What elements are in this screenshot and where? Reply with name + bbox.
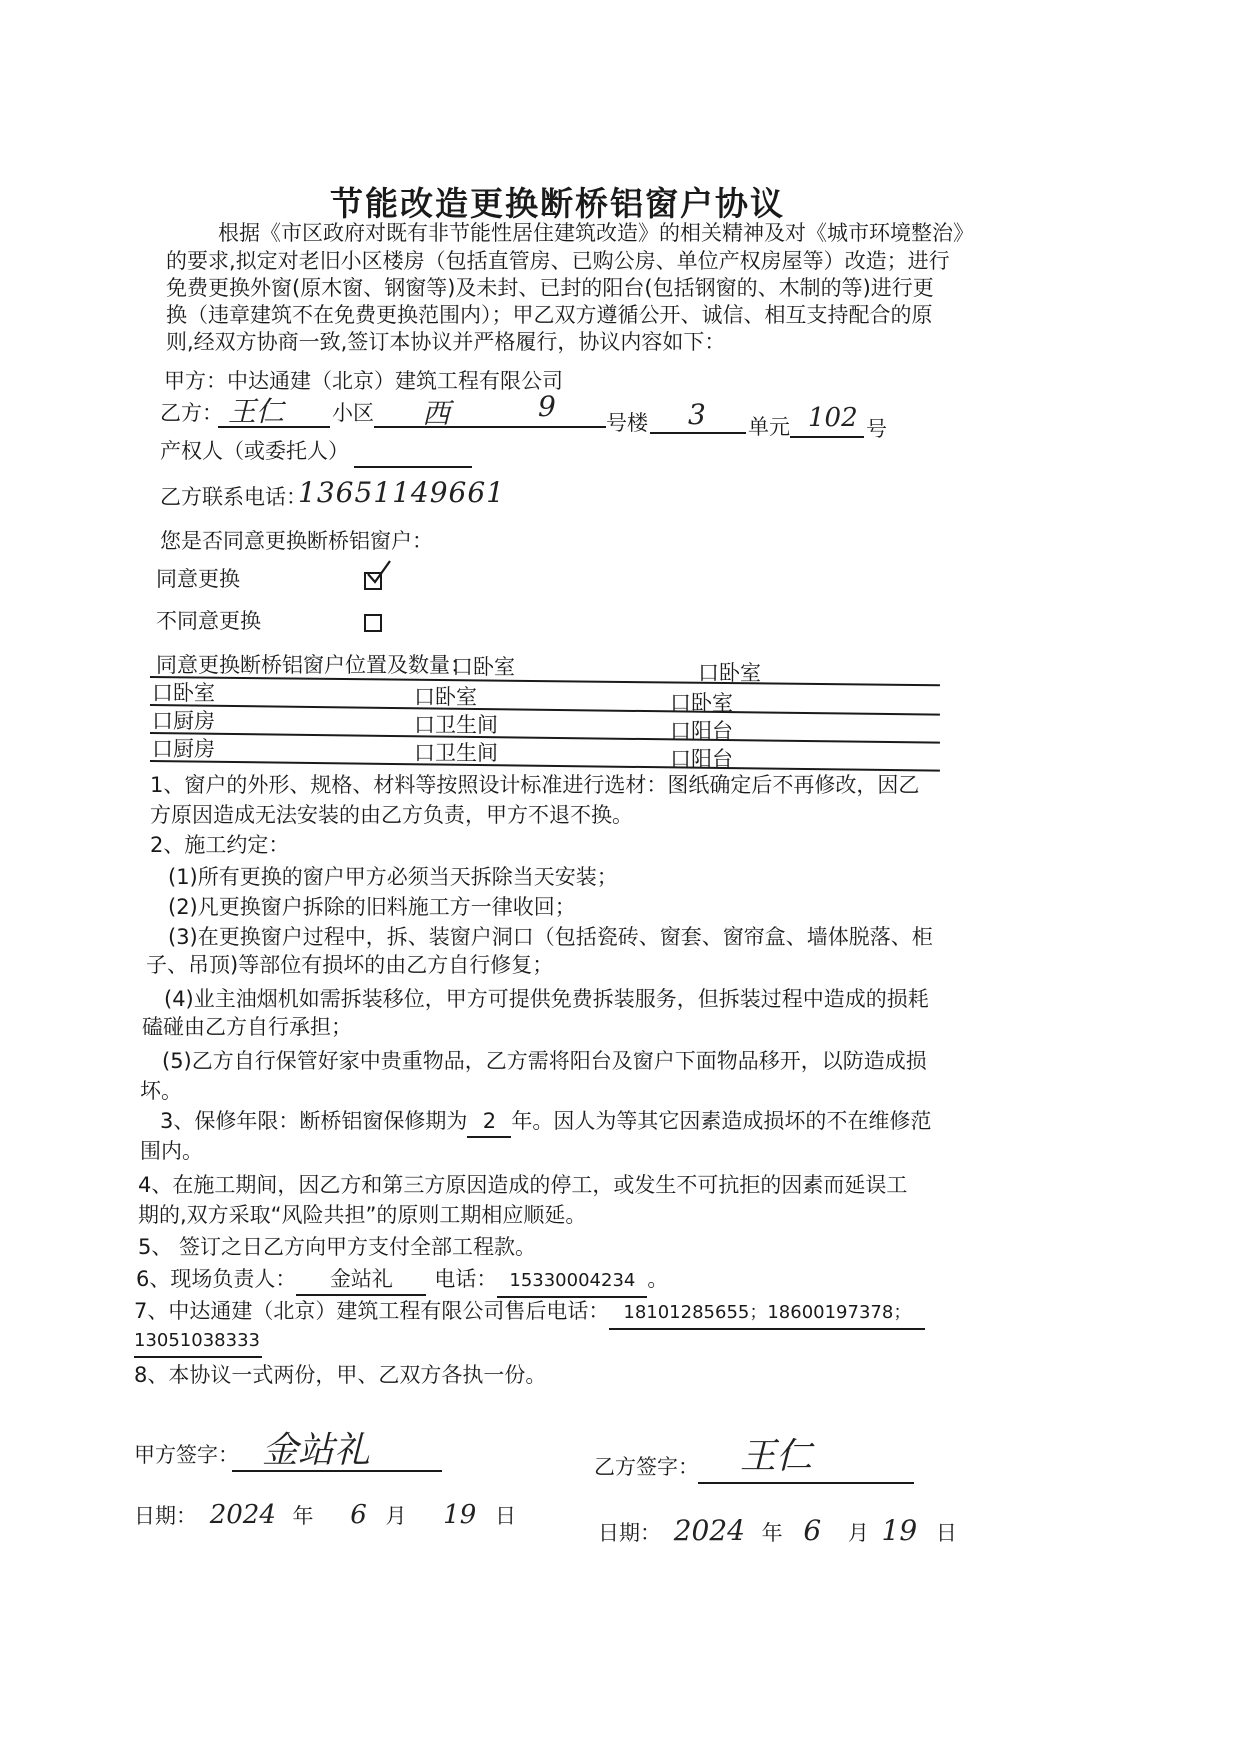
room-r0-c2: 口卧室 bbox=[698, 661, 761, 685]
xiaoqu-field bbox=[374, 398, 606, 428]
room-r1-c2: 口卧室 bbox=[670, 691, 733, 715]
signature-a-handwriting: 金站礼 bbox=[262, 1430, 371, 1471]
date-a-day-label: 日 bbox=[494, 1504, 516, 1528]
date-a-month-label: 月 bbox=[385, 1504, 407, 1528]
room-r2-c2: 口阳台 bbox=[670, 719, 733, 743]
building-handwriting: 9 bbox=[538, 390, 556, 423]
unit-handwriting: 3 bbox=[688, 398, 706, 431]
clause-2-5-line-2: 坏。 bbox=[140, 1079, 182, 1103]
date-b-month-label: 月 bbox=[847, 1521, 869, 1545]
date-a-year-label: 年 bbox=[292, 1504, 314, 1528]
warranty-years: 2 bbox=[467, 1106, 511, 1138]
date-a bbox=[134, 1500, 516, 1531]
date-a-year: 2024 bbox=[209, 1500, 276, 1530]
room-label: 号 bbox=[866, 417, 887, 441]
party-a: 甲方：中达通建（北京）建筑工程有限公司 bbox=[164, 369, 563, 393]
room-r2-c0: 口厨房 bbox=[152, 709, 215, 733]
owner-field bbox=[354, 438, 472, 468]
date-b-year-label: 年 bbox=[761, 1521, 783, 1545]
site-manager-phone: 15330004234 bbox=[497, 1266, 647, 1298]
site-phone-label: 电话： bbox=[434, 1267, 498, 1291]
intro-line-1: 根据《市区政府对既有非节能性居住建筑改造》的相关精神及对《城市环境整治》 bbox=[218, 221, 974, 245]
building-label: 号楼 bbox=[606, 411, 648, 435]
date-b-month: 6 bbox=[803, 1514, 822, 1547]
clause-6 bbox=[136, 1264, 668, 1298]
clause-2-2: (2)凡更换窗户拆除的旧料施工方一律收回； bbox=[168, 895, 576, 919]
clause-2-3-line-1: (3)在更换窗户过程中，拆、装窗户洞口（包括瓷砖、窗套、窗帘盒、墙体脱落、柜 bbox=[168, 925, 933, 949]
room-r3-c0: 口厨房 bbox=[152, 737, 215, 761]
date-a-day: 19 bbox=[443, 1500, 477, 1530]
party-b-name-handwriting: 王仁 bbox=[228, 395, 285, 428]
unit-label: 单元 bbox=[748, 415, 790, 439]
intro-line-5: 则,经双方协商一致,签订本协议并严格履行，协议内容如下： bbox=[166, 330, 726, 354]
xiaoqu-label: 小区 bbox=[332, 401, 374, 425]
phone-handwriting: 13651149661 bbox=[298, 476, 505, 509]
clause-8: 8、本协议一式两份，甲、乙双方各执一份。 bbox=[134, 1363, 547, 1387]
clause-2-5-line-1: (5)乙方自行保管好家中贵重物品，乙方需将阳台及窗户下面物品移开，以防造成损 bbox=[162, 1049, 927, 1073]
intro-line-2: 的要求,拟定对老旧小区楼房（包括直管房、已购公房、单位产权房屋等）改造；进行 bbox=[166, 249, 950, 273]
after-sales-phone-3: 13051038333 bbox=[134, 1326, 262, 1358]
clause-5: 5、 签订之日乙方向甲方支付全部工程款。 bbox=[138, 1235, 537, 1259]
clause-7-prefix: 7、中达通建（北京）建筑工程有限公司售后电话： bbox=[134, 1299, 610, 1323]
signature-b-label: 乙方签字： bbox=[594, 1455, 699, 1479]
clause-1-line-2: 方原因造成无法安装的由乙方负责，甲方不退不换。 bbox=[150, 803, 633, 827]
room-r1-c0: 口卧室 bbox=[152, 681, 215, 705]
date-b-year: 2024 bbox=[673, 1514, 745, 1547]
owner-label: 产权人（或委托人） bbox=[160, 439, 349, 463]
clause-2-3-line-2: 子、吊顶)等部位有损坏的由乙方自行修复； bbox=[146, 953, 554, 977]
disagree-option-label: 不同意更换 bbox=[156, 609, 261, 633]
clause-4-line-1: 4、在施工期间，因乙方和第三方原因造成的停工，或发生不可抗拒的因素而延误工 bbox=[138, 1173, 908, 1197]
clause-1-line-1: 1、窗户的外形、规格、材料等按照设计标准进行选材：图纸确定后不再修改，因乙 bbox=[150, 773, 920, 797]
date-a-month: 6 bbox=[350, 1500, 367, 1530]
clause-3-line-2: 围内。 bbox=[140, 1139, 203, 1163]
signature-a-label: 甲方签字： bbox=[134, 1443, 239, 1467]
xiaoqu-handwriting: 西 bbox=[422, 397, 451, 430]
rooms-label: 同意更换断桥铝窗户位置及数量： bbox=[156, 653, 471, 677]
intro-line-3: 免费更换外窗(原木窗、钢窗等)及未封、已封的阳台(包括钢窗的、木制的等)进行更 bbox=[166, 276, 934, 300]
signature-b-handwriting: 王仁 bbox=[740, 1436, 813, 1477]
clause-3-line-1 bbox=[160, 1106, 931, 1138]
clause-4-line-2: 期的,双方采取“风险共担”的原则工期相应顺延。 bbox=[138, 1203, 587, 1227]
phone-label: 乙方联系电话： bbox=[160, 485, 307, 509]
after-sales-phones: 18101285655；18600197378； bbox=[609, 1298, 925, 1330]
date-b-day-label: 日 bbox=[935, 1521, 957, 1545]
clause-6-end: 。 bbox=[647, 1267, 669, 1291]
room-r3-c1: 口卫生间 bbox=[414, 741, 498, 765]
party-b-label: 乙方： bbox=[160, 401, 223, 425]
clause-2: 2、施工约定： bbox=[150, 833, 290, 857]
table-rule-2 bbox=[150, 704, 940, 716]
room-r2-c1: 口卫生间 bbox=[414, 713, 498, 737]
date-a-label: 日期： bbox=[134, 1504, 197, 1528]
intro-line-4: 换（违章建筑不在免费更换范围内）；甲乙双方遵循公开、诚信、相互支持配合的原 bbox=[166, 303, 933, 327]
disagree-checkbox[interactable] bbox=[364, 614, 382, 632]
document-title: 节能改造更换断桥铝窗户协议 bbox=[330, 184, 785, 223]
room-handwriting: 102 bbox=[808, 403, 858, 433]
room-r3-c2: 口阳台 bbox=[670, 747, 733, 771]
date-b bbox=[598, 1516, 957, 1548]
date-b-label: 日期： bbox=[598, 1521, 661, 1545]
table-rule-3 bbox=[150, 732, 940, 744]
date-b-day: 19 bbox=[881, 1514, 918, 1547]
agree-option-label: 同意更换 bbox=[156, 567, 240, 591]
clause-3-prefix: 3、保修年限：断桥铝窗保修期为 bbox=[160, 1109, 468, 1133]
clause-2-1: (1)所有更换的窗户甲方必须当天拆除当天安装； bbox=[168, 865, 618, 889]
checkmark-icon bbox=[364, 558, 394, 588]
clause-6-prefix: 6、现场负责人： bbox=[136, 1267, 297, 1291]
agree-question: 您是否同意更换断桥铝窗户： bbox=[160, 529, 433, 553]
clause-2-4-line-2: 磕碰由乙方自行承担； bbox=[142, 1015, 352, 1039]
clause-3-suffix: 年。因人为等其它因素造成损坏的不在维修范 bbox=[511, 1109, 932, 1133]
room-r1-c1: 口卧室 bbox=[414, 685, 477, 709]
clause-7 bbox=[134, 1296, 925, 1330]
room-r0-c0: 口卧室 bbox=[452, 655, 515, 679]
clause-2-4-line-1: (4)业主油烟机如需拆装移位，甲方可提供免费拆装服务，但拆装过程中造成的损耗 bbox=[164, 987, 929, 1011]
table-rule-1 bbox=[150, 676, 940, 686]
site-manager-name: 金站礼 bbox=[296, 1264, 426, 1296]
